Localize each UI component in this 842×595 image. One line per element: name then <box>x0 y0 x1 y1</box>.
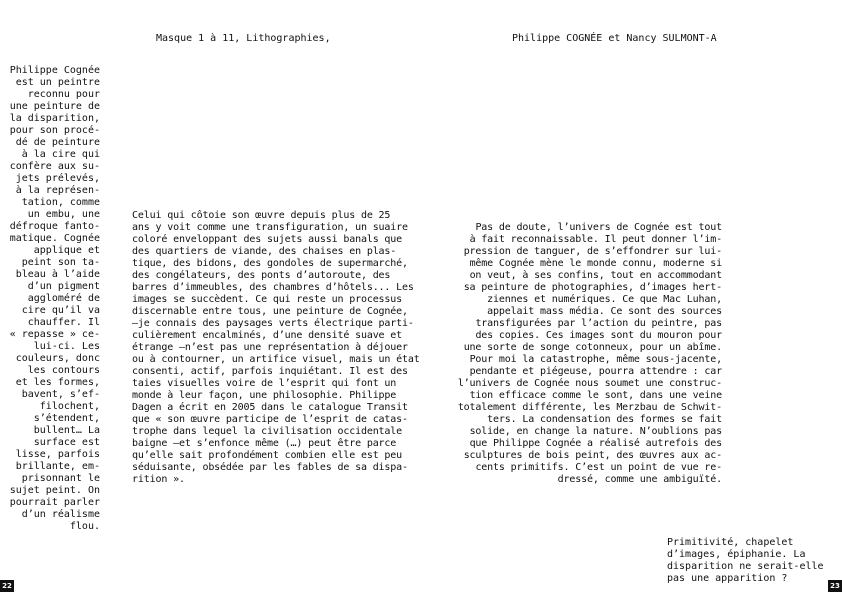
pull-quote-caption <box>667 537 827 585</box>
text-line: taies visuelles voire de l’esprit qui font un <box>132 378 397 389</box>
text-line: tation, comme <box>21 197 100 208</box>
text-line: coloré enveloppant des sujets aussi banals que <box>132 234 403 245</box>
text-line: lisse, parfois <box>15 449 100 460</box>
text-line: discernable entre tous, une peinture de Cognée, <box>132 306 408 317</box>
text-line: consenti, actif, parfois inquiétant. Il est des <box>132 366 408 377</box>
text-line: tion efficace comme le sont, dans une veine <box>469 390 722 401</box>
text-line: applique et <box>33 245 100 256</box>
middle-column-text <box>132 210 420 486</box>
text-line: des copies. Ces images sont du mouron pour <box>475 330 722 341</box>
text-line: baigne –et s’enfonce même (…) peut être parce <box>132 438 397 449</box>
text-line: prisonnant le <box>21 473 100 484</box>
text-line: qu’elle sait profondément combien elle est peu <box>132 450 403 461</box>
text-line: les contours <box>27 365 100 376</box>
text-line: rition ». <box>132 474 185 485</box>
text-line: Dagen a écrit en 2005 dans le catalogue Transit <box>132 402 408 413</box>
text-line: couleurs, donc <box>15 353 100 364</box>
text-line: bavent, s’ef- <box>21 389 100 400</box>
right-column-text <box>452 222 722 486</box>
text-line: ziennes et numériques. Ce que Mac Luhan, <box>487 294 722 305</box>
text-line: la disparition, <box>9 113 100 124</box>
text-line: monde à leur façon, une philosophie. Philippe <box>132 390 397 401</box>
text-line: peint son ta- <box>21 257 100 268</box>
text-line: pas une apparition ? <box>667 573 788 584</box>
text-line: que « son œuvre participe de l’esprit de catas- <box>132 414 408 425</box>
text-line: séduisante, obsédée par les fables de sa dispa- <box>132 462 408 473</box>
running-header-right: Philippe COGNÉE et Nancy SULMONT-A <box>512 33 717 44</box>
text-line: trophe dans lequel la civilisation occidentale <box>132 426 403 437</box>
text-line: reconnu pour <box>27 89 100 100</box>
text-line: filochent, <box>39 401 100 412</box>
text-line: flou. <box>69 521 100 532</box>
text-line: tique, des bidons, des gondoles de supermarché, <box>132 258 408 269</box>
text-line: cire qu’il va <box>21 305 100 316</box>
text-line: l’univers de Cognée nous soumet une construc- <box>457 378 722 389</box>
text-line: Pas de doute, l’univers de Cognée est tout <box>475 222 722 233</box>
text-line: surface est <box>33 437 100 448</box>
text-line: à la représen- <box>15 185 100 196</box>
text-line: ters. La condensation des formes se fait <box>487 414 722 425</box>
text-line: bullent… La <box>33 425 100 436</box>
text-line: des congélateurs, des ponts d’autoroute, des <box>132 270 391 281</box>
text-line: chauffer. Il <box>27 317 100 328</box>
text-line: on veut, à ses confins, tout en accommodant <box>469 270 722 281</box>
text-line: d’un pigment <box>27 281 100 292</box>
text-line: un embu, une <box>27 209 100 220</box>
text-line: transfigurées par l’action du peintre, pas <box>475 318 722 329</box>
text-line: sujet peint. On <box>9 485 100 496</box>
text-line: Pour moi la catastrophe, même sous-jacente, <box>469 354 722 365</box>
text-line: pourrait parler <box>9 497 100 508</box>
text-line: matique. Cognée <box>9 233 100 244</box>
text-line: appelait mass média. Ce sont des sources <box>487 306 722 317</box>
text-line: images se succèdent. Ce qui reste un processus <box>132 294 403 305</box>
text-line: Primitivité, chapelet <box>667 537 794 548</box>
text-line: sa peinture de photographies, d’images hert- <box>463 282 722 293</box>
text-line: pour son procé- <box>9 125 100 136</box>
left-column-text <box>8 65 100 533</box>
text-line: cents primitifs. C’est un point de vue re- <box>475 462 722 473</box>
text-line: s’étendent, <box>33 413 100 424</box>
text-line: pression de tanguer, de s’effondrer sur lui- <box>463 246 722 257</box>
text-line: aggloméré de <box>27 293 100 304</box>
text-line: étrange –n’est pas une représentation à déjouer <box>132 342 408 353</box>
text-line: solide, en change la nature. N’oublions pas <box>469 426 722 437</box>
text-line: –je connais des paysages verts électrique parti- <box>132 318 414 329</box>
text-line: d’un réalisme <box>21 509 100 520</box>
text-line: totalement différente, les Merzbau de Schwit- <box>457 402 722 413</box>
text-line: brillante, em- <box>15 461 100 472</box>
text-line: barres d’immeubles, des chambres d’hôtels... Les <box>132 282 414 293</box>
text-line: Celui qui côtoie son œuvre depuis plus de 25 <box>132 210 391 221</box>
text-line: Philippe Cognée <box>9 65 100 76</box>
text-line: à la cire qui <box>21 149 100 160</box>
text-line: culièrement encalminés, d’une densité suave et <box>132 330 403 341</box>
text-line: défroque fanto- <box>9 221 100 232</box>
text-line: jets prélevés, <box>15 173 100 184</box>
page-number-left: 22 <box>0 580 14 592</box>
text-line: ans y voit comme une transfiguration, un suaire <box>132 222 408 233</box>
text-line: pendante et piégeuse, pourra attendre : car <box>469 366 722 377</box>
text-line: ou à contourner, un artifice visuel, mais un état <box>132 354 420 365</box>
page-number-right: 23 <box>828 580 842 592</box>
running-header-left: Masque 1 à 11, Lithographies, <box>156 33 331 44</box>
text-line: et les formes, <box>15 377 100 388</box>
text-line: dé de peinture <box>15 137 100 148</box>
text-line: confère aux su- <box>9 161 100 172</box>
text-line: que Philippe Cognée a réalisé autrefois des <box>469 438 722 449</box>
text-line: disparition ne serait-elle <box>667 561 824 572</box>
text-line: à fait reconnaissable. Il peut donner l’im- <box>469 234 722 245</box>
text-line: bleau à l’aide <box>15 269 100 280</box>
text-line: d’images, épiphanie. La <box>667 549 806 560</box>
text-line: même Cognée mène le monde connu, moderne si <box>469 258 722 269</box>
text-line: une peinture de <box>9 101 100 112</box>
text-line: des quartiers de viande, des chaises en plas- <box>132 246 397 257</box>
text-line: « repasse » ce- <box>9 329 100 340</box>
text-line: dressé, comme une ambiguïté. <box>557 474 722 485</box>
text-line: une sorte de songe cotonneux, pour un abîme. <box>463 342 722 353</box>
text-line: lui-ci. Les <box>33 341 100 352</box>
text-line: sculptures de bois peint, des œuvres aux ac- <box>463 450 722 461</box>
text-line: est un peintre <box>15 77 100 88</box>
